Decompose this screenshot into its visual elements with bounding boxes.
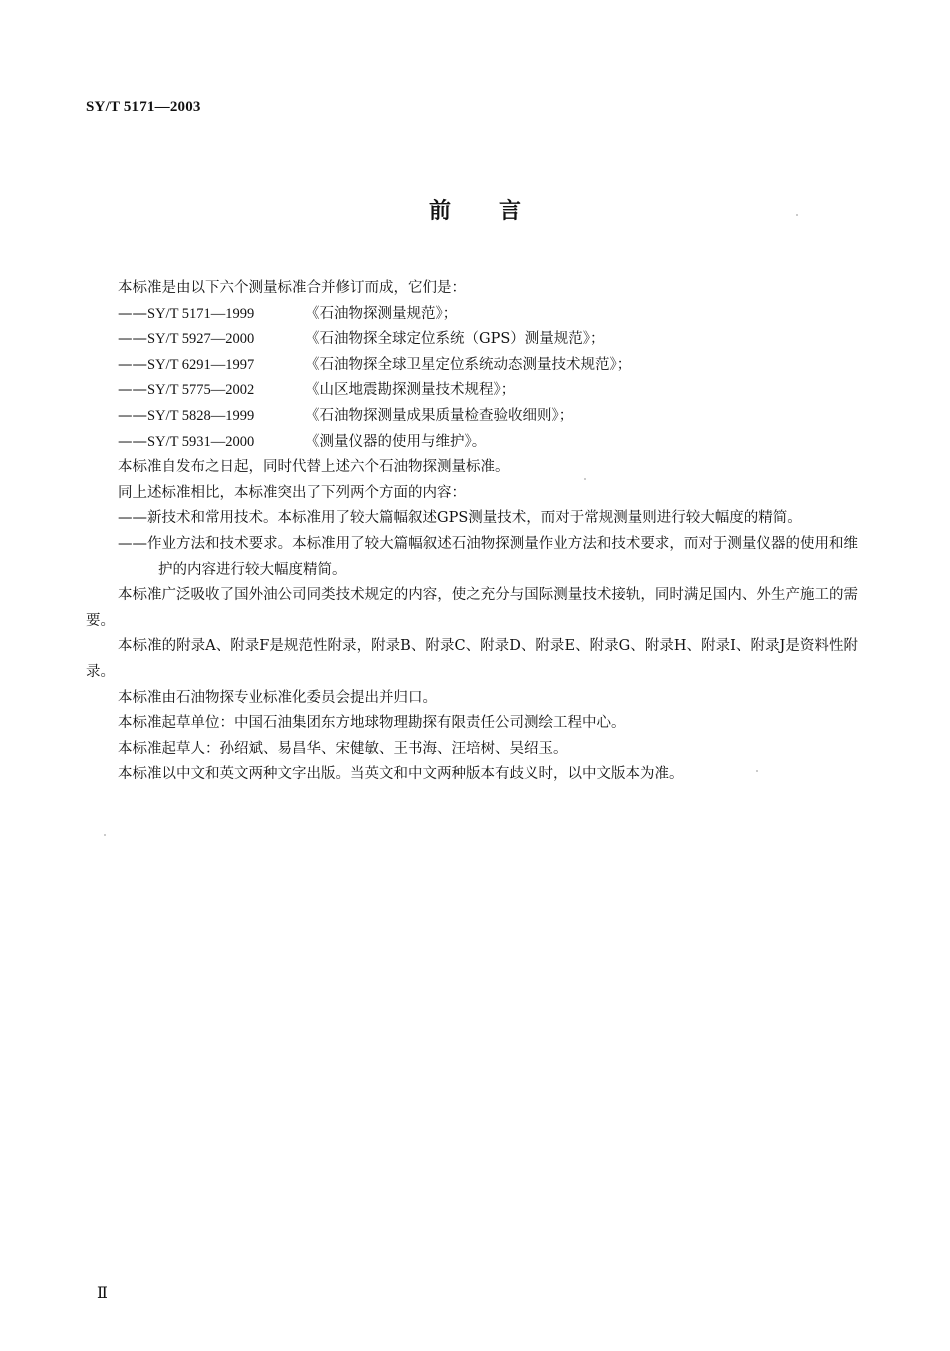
standard-code-header: SY/T 5171—2003 <box>86 99 201 115</box>
scan-speck <box>584 478 586 480</box>
list-dash: —— <box>118 382 147 399</box>
replace-statement: 本标准自发布之日起，同时代替上述六个石油物探测量标准。 <box>118 459 510 476</box>
page-title: 前言 <box>428 199 569 224</box>
standard-code: SY/T 5775—2002 <box>147 382 255 399</box>
standard-name: 《测量仪器的使用与维护》。 <box>305 433 487 450</box>
paragraph-international: 本标准广泛吸收了国外油公司同类技术规定的内容，使之充分与国际测量技术接轨，同时满足国内、外生产施工的需要。 <box>86 587 858 629</box>
compare-intro: 同上述标准相比，本标准突出了下列两个方面的内容： <box>118 484 466 501</box>
paragraph-language: 本标准以中文和英文两种文字出版。当英文和中文两种版本有歧义时，以中文版本为准。 <box>118 766 684 783</box>
list-item <box>86 404 858 430</box>
standard-code: SY/T 5171—1999 <box>147 305 255 322</box>
preface-body <box>86 276 858 788</box>
paragraph-drafters: 本标准起草人：孙绍斌、易昌华、宋健敏、王书海、汪培树、吴绍玉。 <box>118 740 568 757</box>
standard-name: 《石油物探测量成果质量检查验收细则》； <box>305 407 574 424</box>
list-item <box>86 327 858 353</box>
standard-code: SY/T 5828—1999 <box>147 407 255 424</box>
standard-name: 《石油物探测量规范》； <box>305 305 458 322</box>
intro-paragraph: 本标准是由以下六个测量标准合并修订而成，它们是： <box>118 280 466 296</box>
paragraph-proposer: 本标准由石油物探专业标准化委员会提出并归口。 <box>118 689 437 706</box>
list-dash: —— <box>118 331 147 348</box>
scan-speck <box>756 770 758 772</box>
scan-speck <box>104 834 106 836</box>
paragraph-appendices: 本标准的附录A、附录F是规范性附录，附录B、附录C、附录D、附录E、附录G、附录H、附录I、附录J是资料性附录。 <box>86 638 858 680</box>
merged-standards-list <box>86 302 858 456</box>
list-item <box>86 353 858 379</box>
list-dash: —— <box>118 356 147 373</box>
list-item <box>86 430 858 456</box>
paragraph-drafting-unit: 本标准起草单位：中国石油集团东方地球物理勘探有限责任公司测绘工程中心。 <box>118 715 626 732</box>
standard-code: SY/T 6291—1997 <box>147 356 255 373</box>
standard-name: 《山区地震勘探测量技术规程》； <box>305 382 516 399</box>
scan-speck <box>796 214 798 216</box>
standard-code: SY/T 5931—2000 <box>147 433 255 450</box>
list-dash: —— <box>118 305 147 322</box>
highlight-item-methods: ——作业方法和技术要求。本标准用了较大篇幅叙述石油物探测量作业方法和技术要求，而对于测量仪器的使用和维护的内容进行较大幅度精简。 <box>118 535 858 578</box>
list-item <box>86 378 858 404</box>
list-dash: —— <box>118 433 147 450</box>
standard-name: 《石油物探全球定位系统（GPS）测量规范》； <box>305 331 605 348</box>
list-item <box>86 302 858 328</box>
standard-code: SY/T 5927—2000 <box>147 331 255 348</box>
highlight-item-new-technology: ——新技术和常用技术。本标准用了较大篇幅叙述GPS测量技术，而对于常规测量则进行较大幅度的精简。 <box>118 510 802 527</box>
page-number: Ⅱ <box>97 1285 108 1302</box>
list-dash: —— <box>118 407 147 424</box>
standard-name: 《石油物探全球卫星定位系统动态测量技术规范》； <box>305 356 632 373</box>
